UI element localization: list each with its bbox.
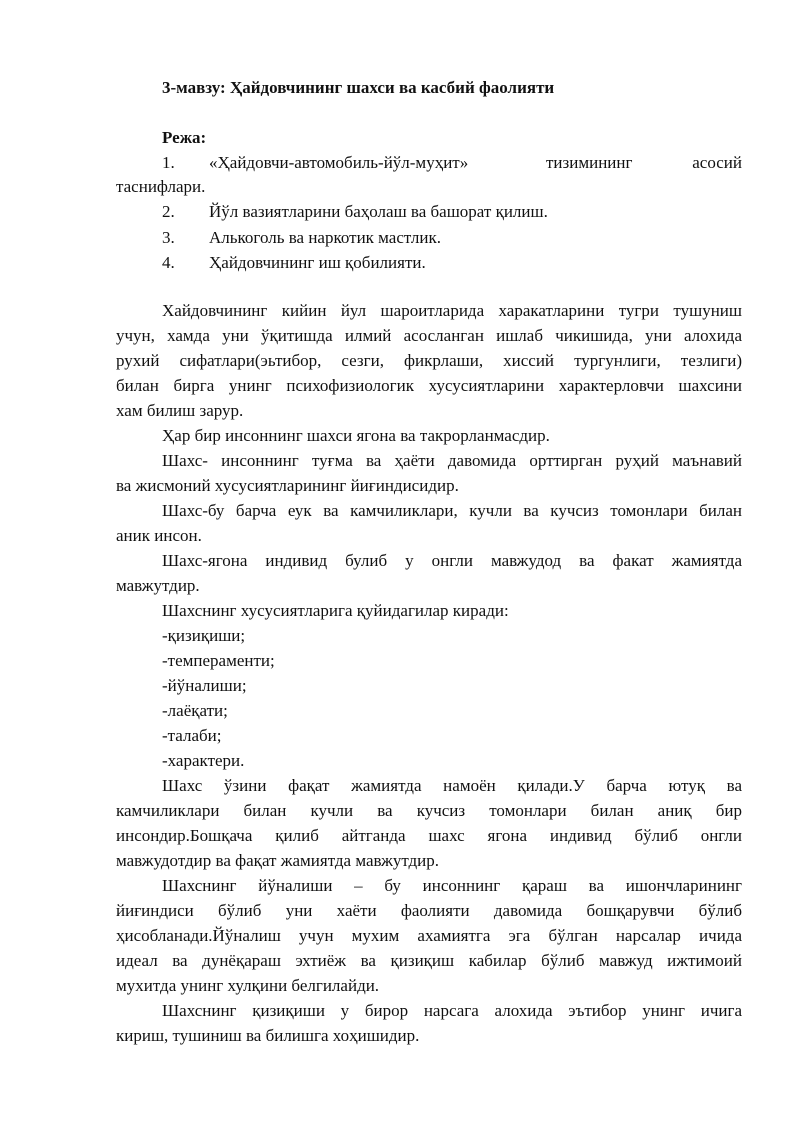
body-line: Шахснинг йўналиши – бу инсоннинг қараш ва ишончларининг [162, 876, 742, 895]
body-line: билан бирга унинг психофизиологик хусусиятларини характерловчи шахсини [116, 376, 742, 395]
body-line: учун, хамда уни ўқитишда илмий асосланган ишлаб чикишида, уни алохида [116, 326, 742, 345]
body-line: Шахс-бу барча еук ва камчиликлари, кучли ва кучсиз томонлари билан [162, 501, 742, 520]
plan-heading: Режа: [162, 128, 207, 147]
body-line: Шахснинг хусусиятларига қуйидагилар киради: [162, 601, 509, 620]
plan-item-number: 1. [162, 153, 175, 172]
body-line: инсондир.Бошқача қилиб айтганда шахс ягона индивид бўлиб онгли [116, 826, 742, 845]
list-item: -характери. [162, 751, 245, 770]
plan-item-text: асосий [692, 153, 742, 172]
body-line: аник инсон. [116, 526, 202, 545]
body-line: хам билиш зарур. [116, 401, 244, 420]
body-line: мавжутдир. [116, 576, 200, 595]
plan-item-number: 3. [162, 228, 175, 247]
page-title: 3-мавзу: Ҳайдовчининг шахси ва касбий фаолияти [162, 78, 555, 97]
plan-item-text: Йўл вазиятларини баҳолаш ва башорат қилиш. [209, 202, 548, 221]
body-line: рухий сифатлари(эьтибор, сезги, фикрлаши, хиссий тургунлиги, тезлиги) [116, 351, 742, 370]
plan-item-1-continued: таснифлари. [116, 177, 206, 196]
plan-item-text: «Ҳайдовчи-автомобиль-йўл-муҳит» [209, 153, 469, 172]
body-line: идеал ва дунёқараш эхтиёж ва қизиқиш кабилар бўлиб мавжуд ижтимоий [116, 951, 742, 970]
body-line: Шахс- инсоннинг туғма ва ҳаёти давомида орттирган руҳий маънавий [162, 451, 742, 470]
body-line: Шахс-ягона индивид булиб у онгли мавжудод ва факат жамиятда [162, 551, 742, 570]
list-item: -темпераменти; [162, 651, 275, 670]
body-line: камчиликлари билан кучли ва кучсиз томонлари билан аниқ бир [116, 801, 742, 820]
list-item: -қизиқиши; [162, 626, 246, 645]
body-line: Шахс ўзини фақат жамиятда намоён қилади.У барча ютуқ ва [162, 776, 742, 795]
plan-item-text: тизимининг [546, 153, 633, 172]
list-item: -лаёқати; [162, 701, 228, 720]
plan-item-text: Алькоголь ва наркотик мастлик. [209, 228, 441, 247]
list-item: -талаби; [162, 726, 222, 745]
body-line: ҳисобланади.Йўналиш учун мухим ахамиятга эга бўлган нарсалар ичида [116, 926, 742, 945]
body-line: Шахснинг қизиқиши у бирор нарсага алохида эътибор унинг ичига [162, 1001, 742, 1020]
plan-item-number: 2. [162, 202, 175, 221]
body-line: йиғиндиси бўлиб уни хаёти фаолияти давомида бошқарувчи бўлиб [116, 901, 742, 920]
body-line: мавжудотдир ва фақат жамиятда мавжутдир. [116, 851, 440, 870]
list-item: -йўналиши; [162, 676, 247, 695]
body-line: кириш, тушиниш ва билишга хоҳишидир. [116, 1026, 420, 1045]
plan-item-text: Ҳайдовчининг иш қобилияти. [209, 253, 426, 272]
plan-item-number: 4. [162, 253, 175, 272]
body-line: Ҳар бир инсоннинг шахси ягона ва такрорланмасдир. [162, 426, 550, 445]
body-line: Хайдовчининг кийин йул шароитларида харакатларини тугри тушуниш [162, 301, 742, 320]
body-line: мухитда унинг хулқини белгилайди. [116, 976, 380, 995]
body-line: ва жисмоний хусусиятларининг йиғиндисидир. [116, 476, 459, 495]
